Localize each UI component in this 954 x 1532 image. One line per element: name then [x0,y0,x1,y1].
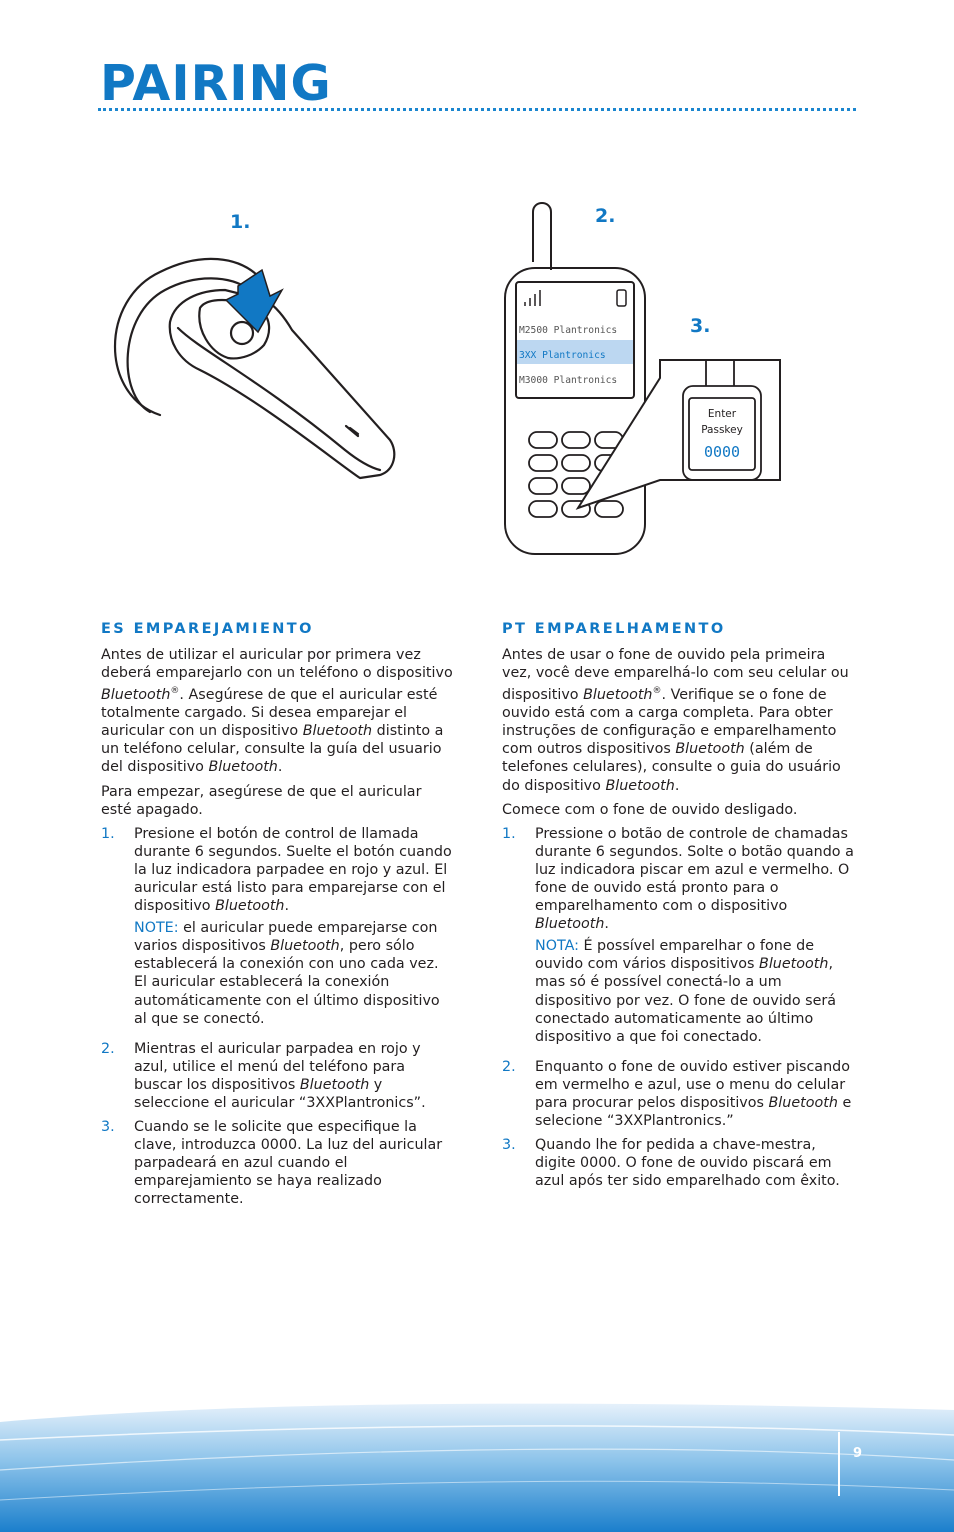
passkey-code: 0000 [703,443,741,461]
es-intro: Antes de utilizar el auricular por primera vez deberá emparejarlo con un teléfono o dispositivo Bluetooth®. Asegúrese de que el auricular esté totalmente cargado. Si desea emparejar el auricular con un dispositivo Bluetooth distinto a un teléfono celular, consulte la guía del usuario del dispositivo Bluetooth. [101,647,453,776]
es-start: Para empezar, asegúrese de que el auricular esté apagado. [101,783,422,818]
step-2-label: 2. [595,205,616,227]
step-3-label: 3. [690,315,711,337]
list-item: 2. Mientras el auricular parpadea en rojo y azul, utilice el menú del teléfono para buscar los dispositivos Bluetooth y seleccione el auricular “3XXPlantronics”. [101,1040,426,1112]
passkey-callout-text [690,406,754,460]
list-item: 3. Quando lhe for pedida a chave-mestra, digite 0000. O fone de ouvido piscará em azul após ter sido emparelhado com êxito. [502,1137,840,1190]
list-item: 3. Cuando se le solicite que especifique la clave, introduzca 0000. La luz del auricular parpadeará en azul cuando el emparejamiento se haya realizado correctamente. [101,1119,443,1208]
headset-illustration [0,190,954,570]
passkey-label-line2: Passkey [701,424,743,436]
step-1-label: 1. [230,211,251,233]
pt-column [502,620,854,1196]
passkey-label-line1: Enter [707,408,737,420]
phone-list-item-selected: 3XX Plantronics [519,350,606,361]
es-heading: ES EMPAREJAMIENTO [101,621,314,637]
page-title: PAIRING [100,55,332,112]
pt-note: NOTA: É possível emparelhar o fone de ouvido com vários dispositivos Bluetooth, mas só é possível conectá-lo a um dispositivo por vez. O fone de ouvido será conectado automaticamente ao último dispositivo a que foi conectado. [535,938,837,1045]
phone-screen-list [519,318,633,393]
title-divider [98,108,856,111]
footer-wave [0,1380,954,1532]
es-column [101,620,453,1215]
pt-start: Comece com o fone de ouvido desligado. [502,801,798,818]
phone-list-item: M2500 Plantronics [519,325,618,336]
list-item: 1. Presione el botón de control de llamada durante 6 segundos. Suelte el botón cuando la luz indicadora parpadee en rojo y azul. El auricular está listo para emparejarse con el dispositivo Bluetooth. NOTE: el auricular puede emparejarse con varios dispositivos Bluetooth, pero sólo establecerá la conexión con uno cada vez. El auricular establecerá la conexión automáticamente con el último dispositivo al que se conectó. [101,825,452,1027]
es-note: NOTE: el auricular puede emparejarse con varios dispositivos Bluetooth, pero sólo establecerá la conexión con uno cada vez. El auricular establecerá la conexión automáticamente con el último dispositivo al que se conectó. [134,920,440,1027]
pt-heading: PT EMPARELHAMENTO [502,621,726,637]
page-number-divider [838,1432,840,1496]
pt-intro: Antes de usar o fone de ouvido pela primeira vez, você deve emparelhá-lo com seu celular ou dispositivo Bluetooth®. Verifique se o fone de ouvido está com a carga completa. Para obter instruções de configuração e emparelhamento com outros dispositivos Bluetooth (além de telefones celulares), consulte o guia do usuário do dispositivo Bluetooth. [502,647,849,794]
list-item: 2. Enquanto o fone de ouvido estiver piscando em vermelho e azul, use o menu do celular para procurar pelos dispositivos Bluetooth e selecione “3XXPlantronics.” [502,1058,852,1130]
list-item: 1. Pressione o botão de controle de chamadas durante 6 segundos. Solte o botão quando a luz indicadora piscar em azul e vermelho. O fone de ouvido está pronto para o emparelhamento com o dispositivo Bluetooth. NOTA: É possível emparelhar o fone de ouvido com vários dispositivos Bluetooth, mas só é possível conectá-lo a um dispositivo por vez. O fone de ouvido será conectado automaticamente ao último dispositivo a que foi conectado. [502,825,854,1045]
phone-list-item: M3000 Plantronics [519,375,618,386]
page-number: 9 [853,1446,863,1461]
